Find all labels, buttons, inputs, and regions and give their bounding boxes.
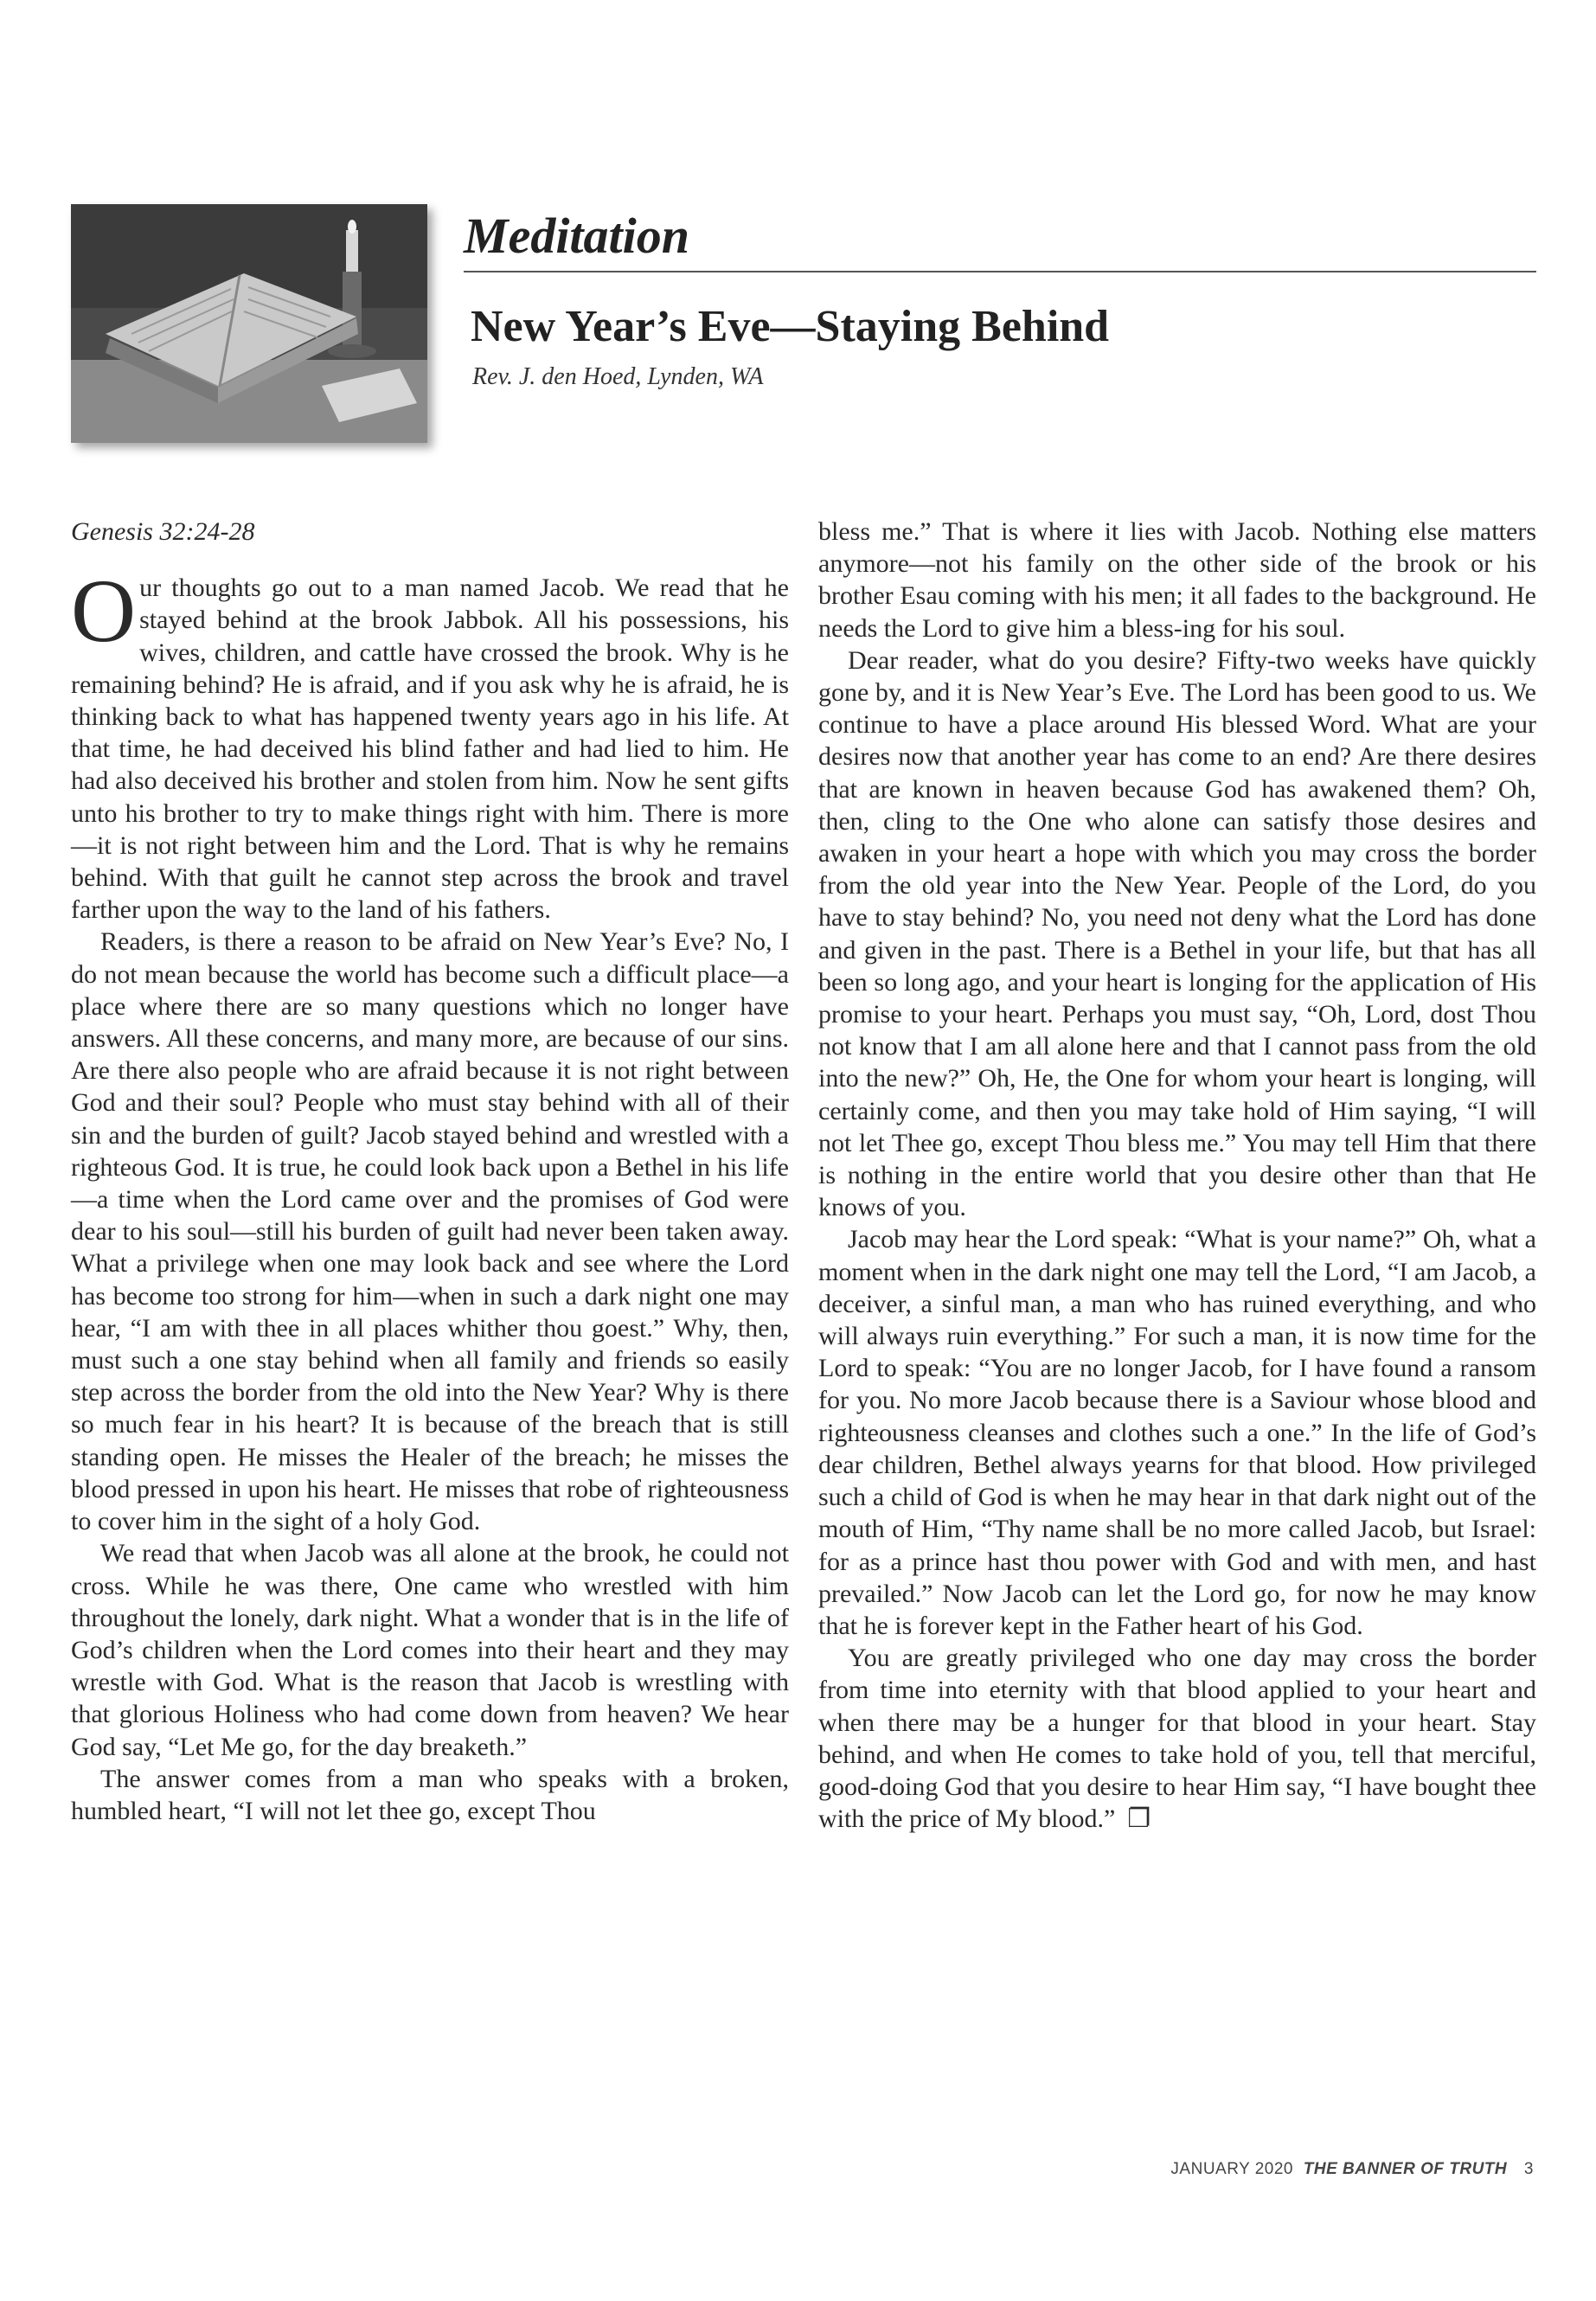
section-title: Meditation (464, 208, 690, 264)
left-column (71, 516, 789, 1827)
right-column (818, 516, 1536, 1835)
paragraph: Readers, is there a reason to be afraid on New Year’s Eve? No, I do not mean because the world has become such a difficult place—a place where there are so many questions which no longer have answers. All these concerns, and many more, are because of our sins. Are there also people who are afraid because it is not right between God and their soul? People who must stay behind with all of their sin and the burden of guilt? Jacob stayed behind and wrestled with a righteous God. It is true, he could look back upon a Bethel in his life—a time when the Lord came over and the promises of God were dear to his soul—still his burden of guilt had never been taken away. What a privilege when one may look back and see where the Lord has become too strong for him—when in such a dark night one may hear, “I am with thee in all places whither thou goest.” Why, then, must such a one stay behind when all family and friends so easily step across the border from the old into the New Year? Why is there so much fear in his heart? It is because of the breach that is still standing open. He misses the Healer of the breach; he misses the blood pressed in upon his heart. He misses that robe of righteousness to cover him in the sight of a holy God. (71, 927, 789, 1536)
paragraph: bless me.” That is where it lies with Jacob. Nothing else matters anymore—not his family on the other side of the brook or his brother Esau coming with his men; it all fades to the background. He needs the Lord to give him a bless-ing for his soul. (818, 517, 1536, 643)
paragraph: We read that when Jacob was all alone at the brook, he could not cross. While he was there, One came who wrestled with him throughout the lonely, dark night. What a wonder that is in the life of God’s children when the Lord comes into their heart and they may wrestle with God. What is the reason that Jacob is wrestling with that glorious Holiness who had come down from heaven? We hear God say, “Let Me go, for the day breaketh.” (71, 1539, 789, 1761)
open-bible-illustration (71, 204, 427, 443)
author-byline: Rev. J. den Hoed, Lynden, WA (472, 363, 764, 390)
issue-date: JANUARY 2020 (1170, 2160, 1293, 2178)
page-footer (1170, 2160, 1534, 2179)
paragraph: Jacob may hear the Lord speak: “What is your name?” Oh, what a moment when in the dark night one may tell the Lord, “I am Jacob, a deceiver, a sinful man, a man who has ruined everything, and who will always ruin everything.” For such a man, it is now time for the Lord to speak: “You are no longer Jacob, for I have found a ransom for you. No more Jacob because there is a Saviour whose blood and righteousness cleanses and clothes such a one.” In the life of God’s dear children, Bethel always yearns for that blood. How privileged such a child of God is when he may hear in that dark night out of the mouth of Him, “Thy name shall be no more called Jacob, but Israel: for as a prince hast thou power with God and with men, and hast prevailed.” Now Jacob can let the Lord go, for now he may know that he is forever kept in the Father heart of his God. (818, 1225, 1536, 1640)
paragraph-text: You are greatly privileged who one day may cross the border from time into eternity with that blood applied to your heart and when there may be a hunger for that blood in your heart. Stay behind, and when He comes to take hold of you, tell that merciful, good-doing God that you desire to hear Him say, “I have bought thee with the price of My blood.” (818, 1644, 1536, 1834)
paragraph (818, 1642, 1536, 1835)
article-title: New Year’s Eve—Staying Behind (471, 302, 1110, 351)
paragraph: Dear reader, what do you desire? Fifty-two weeks have quickly gone by, and it is New Year’s Eve. The Lord has been good to us. We continue to have a place around His blessed Word. What are your desires now that another year has come to an end? Are there desires that are known in heaven because God has awakened them? Oh, then, cling to the One who alone can satisfy those desires and awaken in your heart a hope with which you may cross the border from the old year into the New Year. People of the Lord, do you have to stay behind? No, you need not deny what the Lord has done and given in the past. There is a Bethel in your life, but that has all been so long ago, and your heart is longing for the application of His promise to your heart. Perhaps you must say, “Oh, Lord, dost Thou not know that I am all alone here and that I cannot pass from the old into the new?” Oh, He, the One for whom your heart is longing, will certainly come, and then you may take hold of Him saying, “I will not let Thee go, except Thou bless me.” You may tell Him that there is nothing in the entire world that you desire other than that He knows of you. (818, 645, 1536, 1222)
drop-cap: O (71, 561, 137, 662)
paragraph: The answer comes from a man who speaks with a broken, humbled heart, “I will not let thee go, except Thou (71, 1764, 789, 1825)
paragraph-text: ur thoughts go out to a man named Jacob. We read that he stayed behind at the brook Jabbok. All his possessions, his wives, children, and cattle have crossed the brook. Why is he remaining behind? He is afraid, and if you ask why he is afraid, he is thinking back to what has happened twenty years ago in his life. At that time, he had deceived his blind father and had lied to him. He had also deceived his brother and stolen from him. Now he sent gifts unto his brother to try to make things right with him. There is more—it is not right between him and the Lord. That is why he remains behind. With that guilt he cannot step across the brook and travel farther upon the way to the land of his fathers. (71, 574, 789, 925)
page-number: 3 (1523, 2160, 1534, 2178)
paragraph (71, 561, 789, 926)
section-divider (464, 271, 1536, 272)
publication-name: THE BANNER OF TRUTH (1303, 2160, 1508, 2178)
bible-candle-icon (71, 204, 427, 443)
end-mark-icon: ❐ (1127, 1804, 1151, 1834)
scripture-reference: Genesis 32:24-28 (71, 517, 255, 546)
